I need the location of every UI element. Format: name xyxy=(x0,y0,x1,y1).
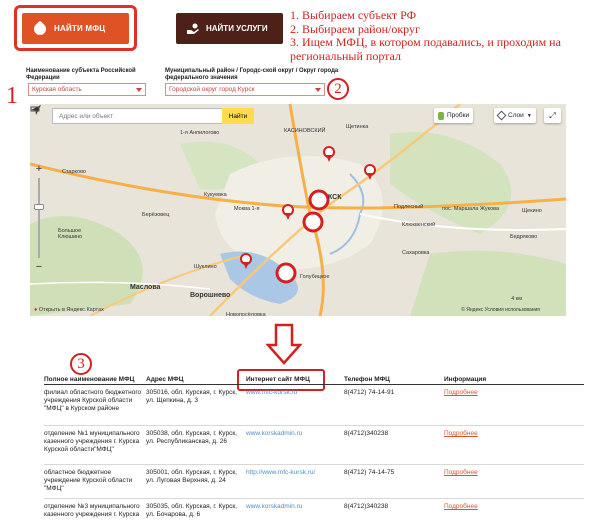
map-scale: 4 км xyxy=(511,296,522,302)
mfc-phone: 8(4712)340238 xyxy=(344,503,389,510)
map-place-label: КСК xyxy=(328,194,342,201)
mfc-address: 305001, обл. Курская, г. Курск, ул. Луговая Верхняя, д. 24 xyxy=(146,469,237,484)
mfc-table xyxy=(44,373,584,525)
map-place-label: Старково xyxy=(62,169,86,175)
map-place-label: Новопосёловка xyxy=(226,312,266,316)
annotation-number-1: 1 xyxy=(6,83,18,109)
mfc-name: отделение №3 муниципального казенного учреждения г. Курска xyxy=(44,503,140,518)
layers-icon xyxy=(497,111,507,121)
find-services-label: НАЙТИ УСЛУГИ xyxy=(206,24,268,33)
mfc-details-link[interactable]: Подробнее xyxy=(444,469,478,476)
chevron-down-icon: ▼ xyxy=(526,112,532,119)
traffic-light-icon xyxy=(438,112,444,120)
mfc-details-link[interactable]: Подробнее xyxy=(444,430,478,437)
map-place-label: Голубицкое xyxy=(300,274,330,280)
find-mfc-label: НАЙТИ МФЦ xyxy=(54,24,106,33)
table-row xyxy=(44,385,584,426)
find-services-button[interactable] xyxy=(176,13,283,44)
step-3: 3. Ищем МФЦ, в котором подавались, и проходим на региональный портал xyxy=(290,35,561,63)
hand-service-icon xyxy=(186,23,200,34)
zoom-slider-knob[interactable] xyxy=(34,204,44,210)
mfc-phone: 8(4712)340238 xyxy=(344,430,389,437)
map-place-label: Щекино xyxy=(522,208,542,214)
traffic-button[interactable] xyxy=(434,108,473,123)
layers-button[interactable] xyxy=(494,108,536,123)
mfc-site-link[interactable]: www.mfc-kursk.ru xyxy=(246,389,298,396)
mfc-address: 305016, обл. Курская, г. Курск, ул. Щепкина, д. 3 xyxy=(146,389,237,404)
map-place-label: Бедряково xyxy=(510,234,538,240)
header-phone: Телефон МФЦ xyxy=(344,376,390,383)
find-mfc-button[interactable] xyxy=(22,13,129,44)
instruction-steps xyxy=(290,9,590,63)
map-widget[interactable] xyxy=(30,104,566,316)
ruler-icon[interactable] xyxy=(30,104,40,114)
table-row xyxy=(44,499,584,525)
open-yandex-maps-label: Открыть в Яндекс.Картах xyxy=(38,307,104,313)
expand-map-button[interactable] xyxy=(544,108,561,123)
header-info: Информация xyxy=(444,376,487,383)
map-place-label: пос. Маршала Жукова xyxy=(442,206,500,212)
table-row xyxy=(44,465,584,499)
district-select[interactable] xyxy=(165,83,325,96)
annotation-number-2: 2 xyxy=(327,78,349,100)
map-place-label: Ворошнево xyxy=(190,292,231,299)
mfc-name: филиал областного бюджетного учреждения Курской области "МФЦ" в Курском районе xyxy=(44,389,142,412)
annotation-number-3: 3 xyxy=(70,353,92,375)
map-place-label: Клюквенский xyxy=(402,222,436,228)
chevron-down-icon xyxy=(136,88,142,92)
header-site: Интернет сайт МФЦ xyxy=(246,376,310,383)
mfc-site-link[interactable]: www.korskadmin.ru xyxy=(246,503,303,510)
mfc-name: областное бюджетное учреждение Курской области "МФЦ" xyxy=(44,469,133,492)
mfc-details-link[interactable]: Подробнее xyxy=(444,503,478,510)
map-place-label: КАСИНОВСКИЙ xyxy=(284,128,326,134)
arrow-down-icon xyxy=(266,323,302,365)
district-label: Муниципальный район / Городс-ской округ / Округ города федерального значения xyxy=(165,68,339,81)
expand-icon: ⤢ xyxy=(549,110,556,120)
map-search-input[interactable] xyxy=(52,108,223,124)
mfc-site-link[interactable]: www.korskadmin.ru xyxy=(246,430,303,437)
map-place-label: Моква 1-я xyxy=(234,206,260,212)
map-place-label: Сахаровка xyxy=(402,250,430,256)
map-place-label: Берёзовец xyxy=(142,212,170,218)
open-yandex-maps-link[interactable] xyxy=(34,307,104,313)
header-address: Адрес МФЦ xyxy=(146,376,184,383)
region-select[interactable] xyxy=(28,83,146,96)
mfc-address: 305035, обл. Курская, г. Курск, ул. Бочарова, д. 6 xyxy=(146,503,237,518)
district-select-value: Городской округ город Курск xyxy=(169,86,255,93)
location-pin-icon xyxy=(32,20,49,37)
map-copyright: © Яндекс Условия использования xyxy=(461,307,540,313)
table-row xyxy=(44,426,584,465)
mfc-phone: 8(4712) 74-14-91 xyxy=(344,389,395,396)
region-label: Наименование субъекта Российской Федерации xyxy=(26,68,136,81)
chevron-down-icon xyxy=(315,88,321,92)
mfc-site-link[interactable]: http://www.mfc-kursk.ru/ xyxy=(246,469,316,476)
map-place-label: Маслова xyxy=(130,284,161,291)
mfc-address: 305038, обл. Курская, г. Курск, ул. Республиканская, д. 26 xyxy=(146,430,237,445)
traffic-label: Пробки xyxy=(447,112,470,119)
zoom-in-icon[interactable]: + xyxy=(35,163,43,175)
step-1: 1. Выбираем субъект РФ xyxy=(290,8,417,22)
map-place-label: Большое Клюшино xyxy=(58,228,83,240)
map-place-label: Шуклино xyxy=(194,264,217,270)
map-place-label: Подлесный xyxy=(394,204,424,210)
map-place-label: 1-я Анпилогово xyxy=(180,130,220,136)
yandex-pin-icon: ● xyxy=(34,307,38,313)
zoom-control[interactable] xyxy=(34,164,44,274)
step-2: 2. Выбираем район/округ xyxy=(290,21,420,36)
map-find-button[interactable]: Найти xyxy=(222,108,254,124)
region-select-value: Курская область xyxy=(32,86,82,93)
mfc-details-link[interactable]: Подробнее xyxy=(444,389,478,396)
map-toolbar xyxy=(30,104,566,125)
map-place-label: Щетинка xyxy=(346,124,369,130)
zoom-out-icon[interactable]: − xyxy=(35,261,43,273)
mfc-name: отделение №1 муниципального казенного учреждения г. Курска Курской области"МФЦ" xyxy=(44,430,140,453)
mfc-phone: 8(4712) 74-14-75 xyxy=(344,469,395,476)
layers-label: Слои xyxy=(508,112,524,119)
header-name: Полное наименование МФЦ xyxy=(44,376,135,383)
map-place-label: Кукуевка xyxy=(204,192,227,198)
zoom-track[interactable] xyxy=(38,178,40,258)
table-header xyxy=(44,373,584,385)
